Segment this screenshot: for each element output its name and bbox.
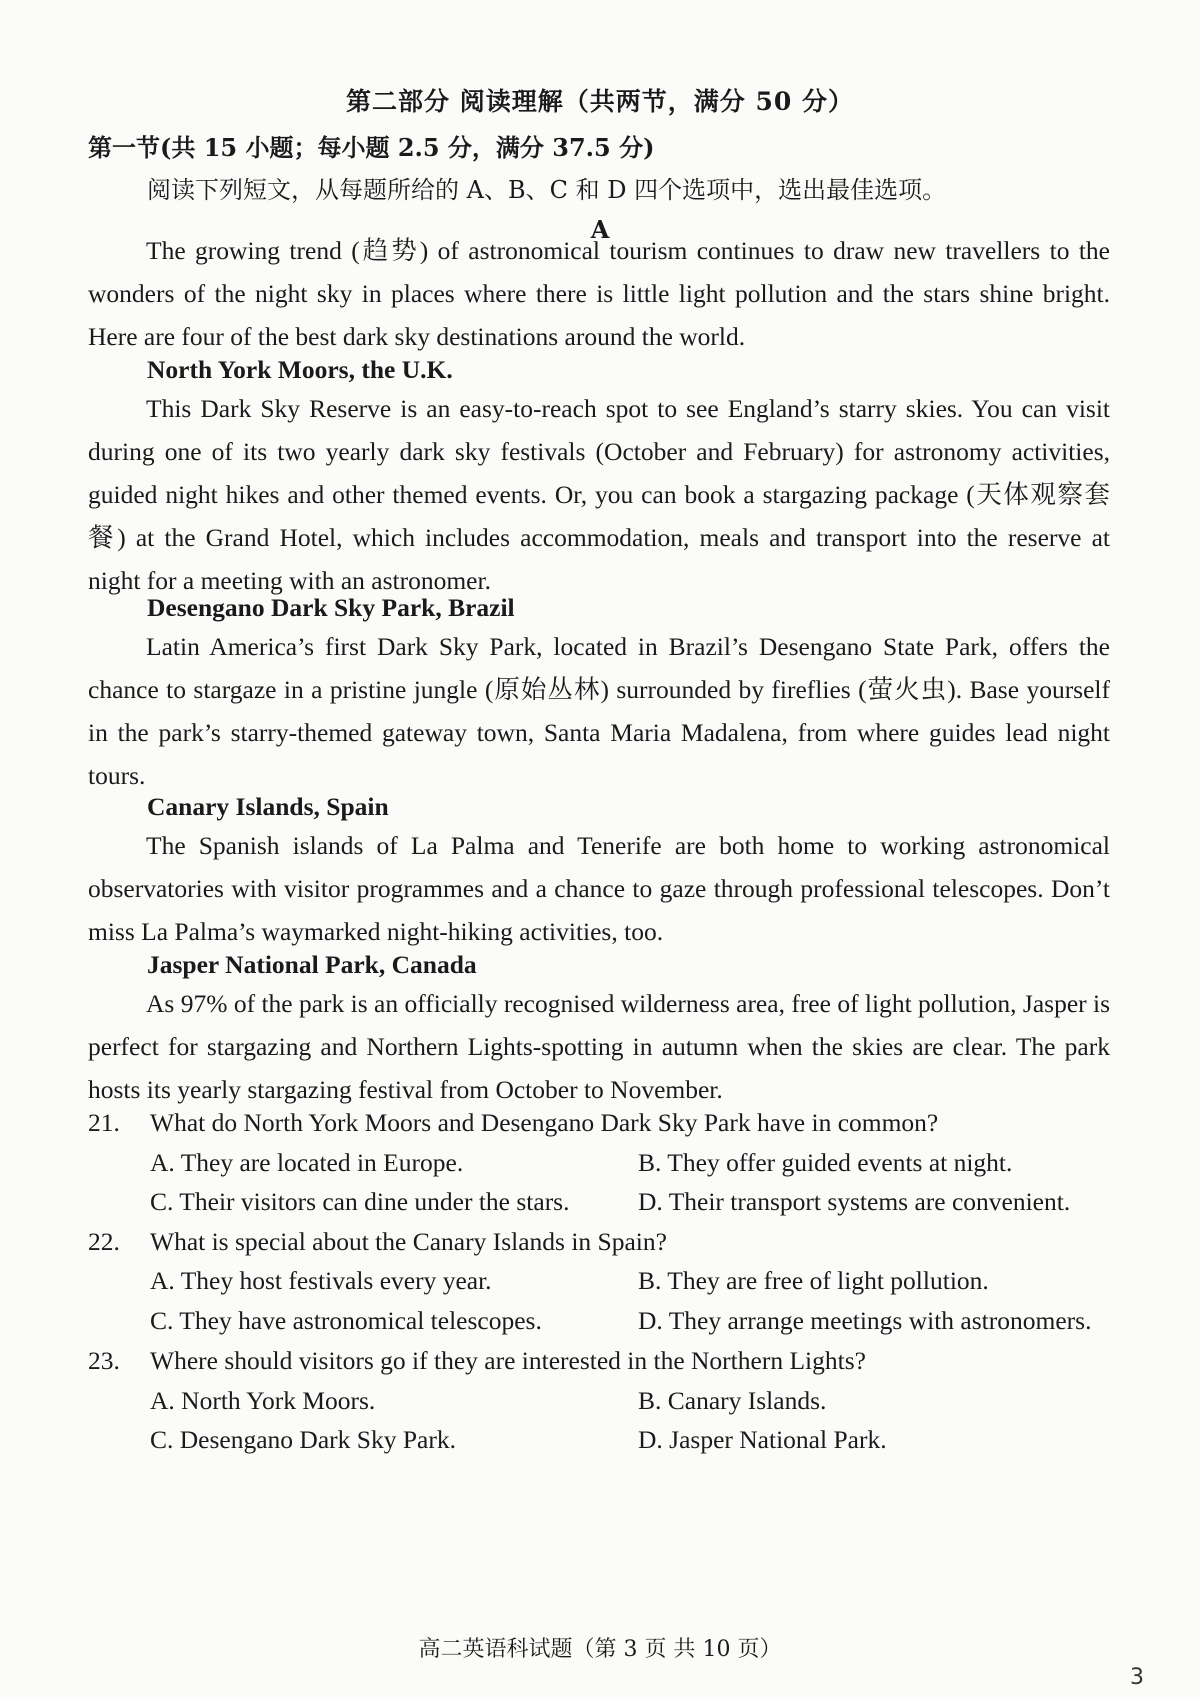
passage-intro: The growing trend (趋势) of astronomical tourism continues to draw new travellers to the wonders of the night sky in places where there is little light pollution and the stars shine bright. Here are four of the best dark sky destinations around the world. xyxy=(88,236,1110,351)
option-23-d[interactable]: D. Jasper National Park. xyxy=(638,1425,887,1454)
question-number: 23. xyxy=(88,1346,120,1375)
option-21-b[interactable]: B. They offer guided events at night. xyxy=(638,1148,1013,1177)
option-21-d[interactable]: D. Their transport systems are convenient. xyxy=(638,1187,1071,1216)
option-23-a[interactable]: A. North York Moors. xyxy=(150,1386,376,1415)
section-text-canary: The Spanish islands of La Palma and Tenerife are both home to working astronomical observatories with visitor programmes and a chance to gaze through professional telescopes. Don’t miss La Palma’s waymarked night-hiking activities, too. xyxy=(88,831,1110,946)
question-number: 21. xyxy=(88,1108,120,1137)
part-title: 第二部分 阅读理解（共两节，满分 50 分） xyxy=(346,87,854,116)
section-heading-canary: Canary Islands, Spain xyxy=(147,792,389,821)
section-text-desengano: Latin America’s first Dark Sky Park, located in Brazil’s Desengano State Park, offers the chance to stargaze in a pristine jungle (原始丛林) surrounded by fireflies (萤火虫). Base yourself in the park’s starry-themed gateway town, Santa Maria Madalena, from where guides lead night tours. xyxy=(88,632,1110,790)
section-title: 第一节(共 15 小题；每小题 2.5 分，满分 37.5 分) xyxy=(88,133,655,162)
question-21 xyxy=(88,1108,938,1138)
section-heading-desengano: Desengano Dark Sky Park, Brazil xyxy=(147,593,515,622)
question-text: What is special about the Canary Islands in Spain? xyxy=(150,1227,667,1256)
option-21-c[interactable]: C. Their visitors can dine under the stars. xyxy=(150,1187,570,1216)
section-text-jasper: As 97% of the park is an officially recognised wilderness area, free of light pollution, Jasper is perfect for stargazing and Northern Lights-spotting in autumn when the skies are clear. The park hosts its yearly stargazing festival from October to November. xyxy=(88,989,1111,1104)
question-number: 22. xyxy=(88,1227,120,1256)
option-23-c[interactable]: C. Desengano Dark Sky Park. xyxy=(150,1425,456,1454)
question-text: Where should visitors go if they are interested in the Northern Lights? xyxy=(150,1346,866,1375)
section-heading-jasper: Jasper National Park, Canada xyxy=(147,950,477,979)
page-footer: 高二英语科试题（第 3 页 共 10 页） xyxy=(418,1637,782,1662)
instructions: 阅读下列短文，从每题所给的 A、B、C 和 D 四个选项中，选出最佳选项。 xyxy=(147,176,947,204)
option-21-a[interactable]: A. They are located in Europe. xyxy=(150,1148,464,1177)
section-text-north-york: This Dark Sky Reserve is an easy-to-reach spot to see England’s starry skies. You can visit during one of its two yearly dark sky festivals (October and February) for astronomy activities, guided night hikes and other themed events. Or, you can book a stargazing package (天体观察套餐) at the Grand Hotel, which includes accommodation, meals and transport into the reserve at night for a meeting with an astronomer. xyxy=(88,394,1110,595)
option-22-d[interactable]: D. They arrange meetings with astronomers. xyxy=(638,1306,1092,1335)
option-22-c[interactable]: C. They have astronomical telescopes. xyxy=(150,1306,542,1335)
page-number: 3 xyxy=(1130,1665,1144,1690)
question-text: What do North York Moors and Desengano Dark Sky Park have in common? xyxy=(150,1108,939,1137)
option-23-b[interactable]: B. Canary Islands. xyxy=(638,1386,827,1415)
passage-label: A xyxy=(590,215,610,244)
section-heading-north-york: North York Moors, the U.K. xyxy=(147,355,453,384)
option-22-b[interactable]: B. They are free of light pollution. xyxy=(638,1266,989,1295)
question-22 xyxy=(88,1227,667,1257)
option-22-a[interactable]: A. They host festivals every year. xyxy=(150,1266,492,1295)
question-23 xyxy=(88,1346,866,1376)
